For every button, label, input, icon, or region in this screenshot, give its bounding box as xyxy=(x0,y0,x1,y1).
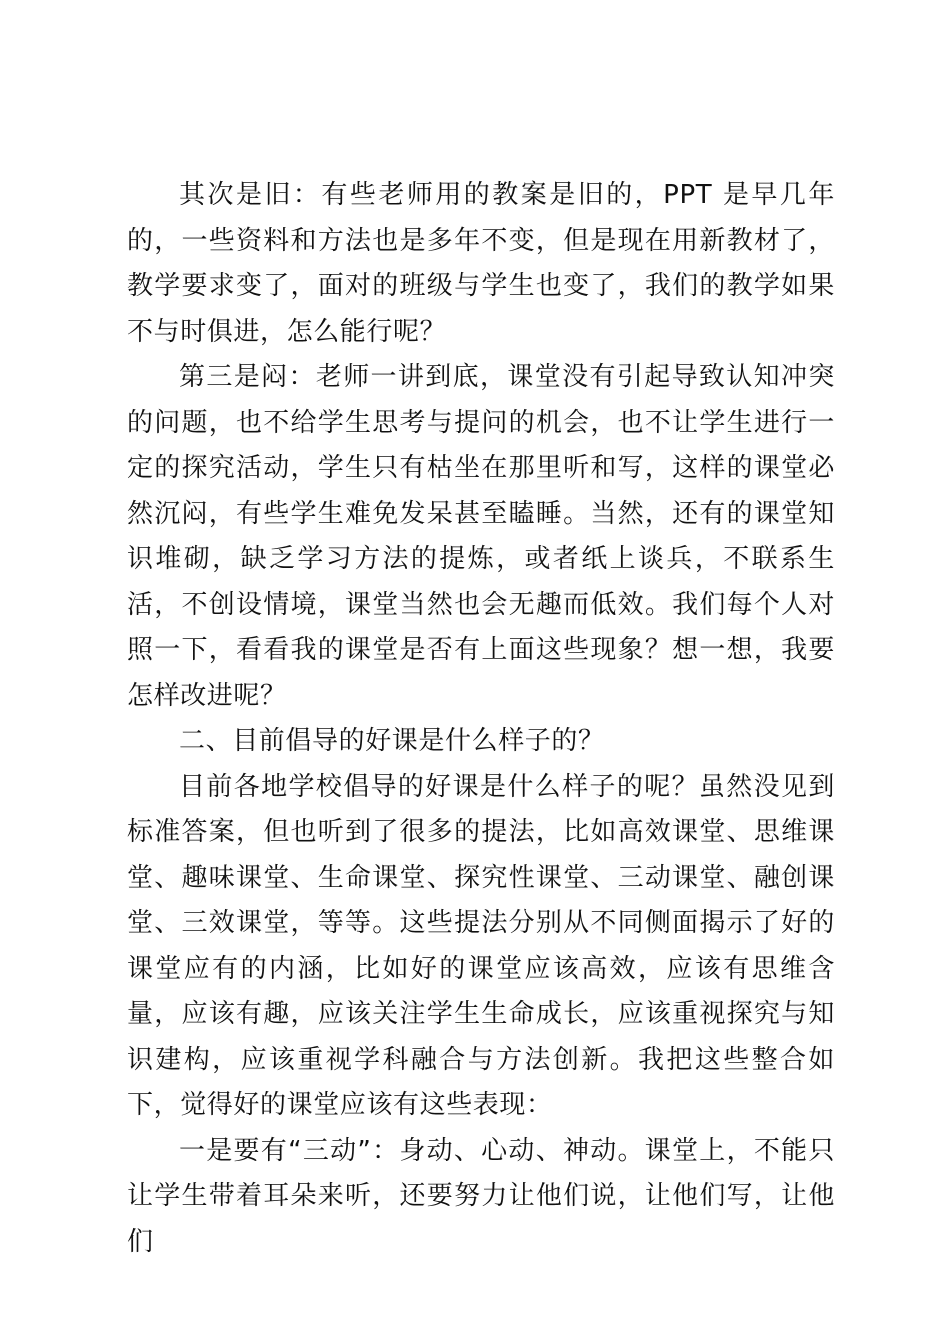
document-body xyxy=(127,173,835,1265)
paragraph-boring-class: 第三是闷：老师一讲到底，课堂没有引起导致认知冲突的问题，也不给学生思考与提问的机会，也不让学生进行一定的探究活动，学生只有枯坐在那里听和写，这样的课堂必然沉闷，有些学生难免发呆甚至瞌睡。当然，还有的课堂知识堆砌，缺乏学习方法的提炼，或者纸上谈兵，不联系生活，不创设情境，课堂当然也会无趣而低效。我们每个人对照一下，看看我的课堂是否有上面这些现象？想一想，我要怎样改进呢？ xyxy=(127,362,835,711)
paragraph-old-methods: 其次是旧：有些老师用的教案是旧的，PPT 是早几年的，一些资料和方法也是多年不变，但是现在用新教材了，教学要求变了，面对的班级与学生也变了，我们的教学如果不与时俱进，怎么能行呢？ xyxy=(127,180,835,347)
section-heading-good-class: 二、目前倡导的好课是什么样子的？ xyxy=(179,726,605,756)
paragraph-advocated-class: 目前各地学校倡导的好课是什么样子的呢？虽然没见到标准答案，但也听到了很多的提法，比如高效课堂、思维课堂、趣味课堂、生命课堂、探究性课堂、三动课堂、融创课堂、三效课堂，等等。这些提法分别从不同侧面揭示了好的课堂应有的内涵，比如好的课堂应该高效，应该有思维含量，应该有趣，应该关注学生生命成长，应该重视探究与知识建构，应该重视学科融合与方法创新。我把这些整合如下，觉得好的课堂应该有这些表现： xyxy=(127,771,835,1120)
paragraph-three-movements: 一是要有“三动”：身动、心动、神动。课堂上，不能只让学生带着耳朵来听，还要努力让他们说，让他们写，让他们 xyxy=(127,1135,835,1257)
